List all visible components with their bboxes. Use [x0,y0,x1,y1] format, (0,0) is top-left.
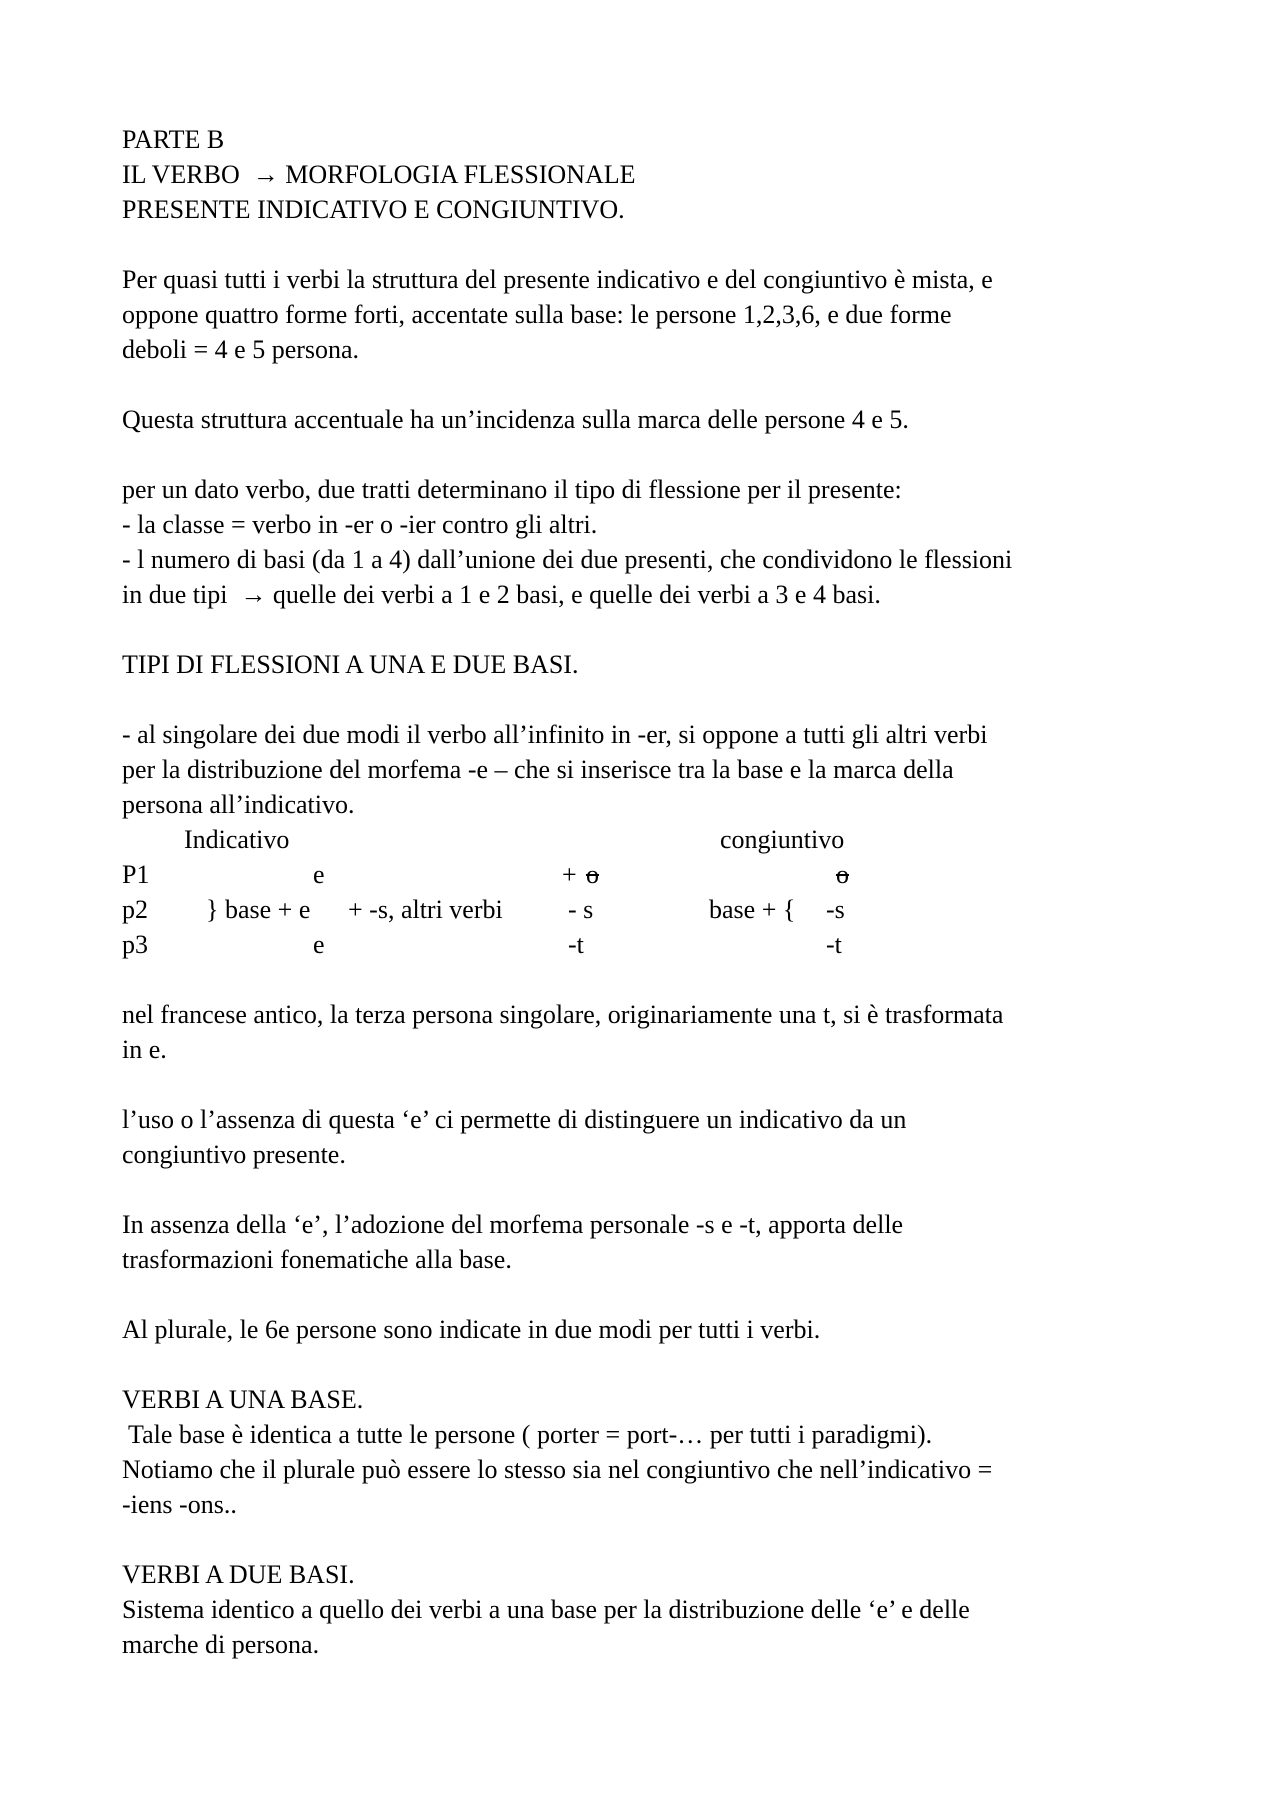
p1-plus-sign: + [562,860,577,889]
paragraph-line: Per quasi tutti i verbi la struttura del presente indicativo e del congiuntivo è mista, e [122,265,993,294]
p2-subjunctive-s: -s [826,895,845,924]
table-header-congiuntivo: congiuntivo [720,825,845,854]
section-heading: VERBI A DUE BASI. [122,1560,355,1589]
row-label-p3: p3 [122,930,148,959]
paragraph-line: l’uso o l’assenza di questa ‘e’ ci permette di distinguere un indicativo da un [122,1105,907,1134]
paragraph-line: -iens -ons.. [122,1490,237,1519]
paragraph-line: in e. [122,1035,167,1064]
paragraph-line: Sistema identico a quello dei verbi a una base per la distribuzione delle ‘e’ e delle [122,1595,970,1624]
paragraph-line: persona all’indicativo. [122,790,355,819]
paragraph-line: congiuntivo presente. [122,1140,346,1169]
p1-subjunctive-zero: o [836,860,849,889]
list-item: - al singolare dei due modi il verbo all’infinito in -er, si oppone a tutti gli altri verbi [122,720,988,749]
list-item: - l numero di basi (da 1 a 4) dall’unione dei due presenti, che condividono le flessioni [122,545,1013,574]
paragraph-line: marche di persona. [122,1630,320,1659]
p2-subjunctive-base: base + { [709,895,796,924]
paragraph-line: In assenza della ‘e’, l’adozione del morfema personale -s e -t, apporta delle [122,1210,904,1239]
p3-subjunctive-t: -t [826,930,842,959]
table-header-indicativo: Indicativo [184,825,290,854]
p2-other-verbs: + -s, altri verbi [348,895,503,924]
document-page [122,122,1172,1662]
section-heading: TIPI DI FLESSIONI A UNA E DUE BASI. [122,650,579,679]
paragraph-line: deboli = 4 e 5 persona. [122,335,360,364]
paragraph-line: nel francese antico, la terza persona singolare, originariamente una t, si è trasformata [122,1000,1004,1029]
paragraph-line: Notiamo che il plurale può essere lo stesso sia nel congiuntivo che nell’indicativo = [122,1455,993,1484]
p1-zero-ending: o [586,860,599,889]
p3-indicative-ending: e [313,930,325,959]
paragraph-line: Questa struttura accentuale ha un’incidenza sulla marca delle persone 4 e 5. [122,405,909,434]
paragraph-line: per la distribuzione del morfema -e – che si inserisce tra la base e la marca della [122,755,954,784]
section-label: PARTE B [122,125,225,154]
row-label-p1: P1 [122,860,150,889]
section-heading: VERBI A UNA BASE. [122,1385,364,1414]
paragraph-line: Tale base è identica a tutte le persone ( porter = port-… per tutti i paradigmi). [122,1420,933,1449]
p2-ending-s: - s [568,895,594,924]
paragraph-line: Al plurale, le 6e persone sono indicate in due modi per tutti i verbi. [122,1315,821,1344]
row-label-p2: p2 [122,895,148,924]
topic-heading: IL VERBO → MORFOLOGIA FLESSIONALE [122,160,636,189]
paragraph-line: per un dato verbo, due tratti determinano il tipo di flessione per il presente: [122,475,902,504]
p1-indicative-ending: e [313,860,325,889]
paragraph-line: trasformazioni fonematiche alla base. [122,1245,512,1274]
list-item: - la classe = verbo in -er o -ier contro gli altri. [122,510,598,539]
subtopic-heading: PRESENTE INDICATIVO E CONGIUNTIVO. [122,195,625,224]
inflection-table [122,822,1172,962]
paragraph-line: oppone quattro forme forti, accentate sulla base: le persone 1,2,3,6, e due forme [122,300,952,329]
p3-ending-t: -t [568,930,584,959]
paragraph-line: in due tipi → quelle dei verbi a 1 e 2 basi, e quelle dei verbi a 3 e 4 basi. [122,580,881,609]
p2-base-e: } base + e [206,895,311,924]
